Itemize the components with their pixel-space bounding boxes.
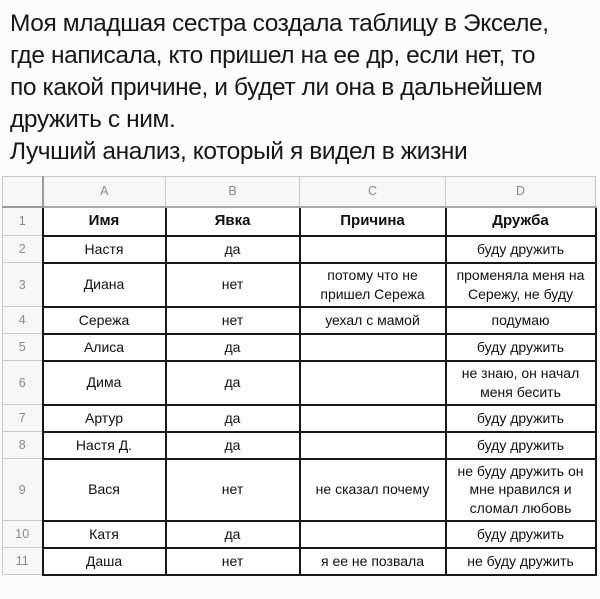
cell-reason[interactable]: не сказал почему bbox=[300, 459, 446, 521]
caption-paragraph-2 bbox=[10, 136, 592, 168]
header-cell-reason[interactable]: Причина bbox=[300, 207, 446, 236]
cell-name[interactable]: Сережа bbox=[43, 307, 166, 334]
spreadsheet-table bbox=[2, 176, 597, 576]
cell-reason[interactable]: я ее не позвала bbox=[300, 548, 446, 575]
column-letters-row bbox=[3, 177, 596, 207]
column-header-c[interactable]: C bbox=[300, 177, 446, 207]
row-number[interactable]: 6 bbox=[3, 361, 43, 405]
column-header-a[interactable]: A bbox=[43, 177, 166, 207]
cell-attendance[interactable]: да bbox=[166, 432, 300, 459]
row-number[interactable]: 3 bbox=[3, 263, 43, 307]
row-number[interactable]: 1 bbox=[3, 207, 43, 236]
cell-friendship[interactable]: не буду дружить bbox=[446, 548, 596, 575]
header-cell-friendship[interactable]: Дружба bbox=[446, 207, 596, 236]
caption-line: по какой причине, и будет ли она в дальнейшем bbox=[10, 74, 543, 101]
cell-attendance[interactable]: да bbox=[166, 361, 300, 405]
cell-reason[interactable] bbox=[300, 432, 446, 459]
row-number[interactable]: 8 bbox=[3, 432, 43, 459]
cell-reason[interactable] bbox=[300, 521, 446, 548]
table-header-row bbox=[3, 207, 596, 236]
cell-name[interactable]: Алиса bbox=[43, 334, 166, 361]
cell-reason[interactable] bbox=[300, 361, 446, 405]
cell-reason[interactable]: уехал с мамой bbox=[300, 307, 446, 334]
column-header-d[interactable]: D bbox=[446, 177, 596, 207]
select-all-corner[interactable] bbox=[3, 177, 43, 207]
meme-caption bbox=[0, 0, 600, 172]
cell-attendance[interactable]: да bbox=[166, 405, 300, 432]
row-number[interactable]: 11 bbox=[3, 548, 43, 575]
cell-friendship[interactable]: буду дружить bbox=[446, 236, 596, 263]
table-row bbox=[3, 236, 596, 263]
row-number[interactable]: 2 bbox=[3, 236, 43, 263]
cell-friendship[interactable]: променяла меня на Сережу, не буду bbox=[446, 263, 596, 307]
caption-line: Моя младшая сестра создала таблицу в Экселе, bbox=[10, 10, 549, 37]
cell-name[interactable]: Диана bbox=[43, 263, 166, 307]
cell-attendance[interactable]: нет bbox=[166, 307, 300, 334]
cell-name[interactable]: Настя Д. bbox=[43, 432, 166, 459]
caption-line: дружить с ним. bbox=[10, 106, 176, 133]
row-number[interactable]: 5 bbox=[3, 334, 43, 361]
cell-reason[interactable] bbox=[300, 334, 446, 361]
cell-attendance[interactable]: нет bbox=[166, 459, 300, 521]
cell-friendship[interactable]: подумаю bbox=[446, 307, 596, 334]
table-row bbox=[3, 459, 596, 521]
row-number[interactable]: 7 bbox=[3, 405, 43, 432]
cell-reason[interactable]: потому что не пришел Сережа bbox=[300, 263, 446, 307]
cell-reason[interactable] bbox=[300, 236, 446, 263]
row-number[interactable]: 4 bbox=[3, 307, 43, 334]
table-row bbox=[3, 334, 596, 361]
cell-friendship[interactable]: буду дружить bbox=[446, 405, 596, 432]
caption-paragraph-1 bbox=[10, 8, 592, 136]
caption-line: Лучший анализ, который я видел в жизни bbox=[10, 138, 468, 165]
row-number[interactable]: 10 bbox=[3, 521, 43, 548]
cell-friendship[interactable]: не буду дружить он мне нравился и сломал любовь bbox=[446, 459, 596, 521]
cell-name[interactable]: Вася bbox=[43, 459, 166, 521]
header-cell-name[interactable]: Имя bbox=[43, 207, 166, 236]
row-number[interactable]: 9 bbox=[3, 459, 43, 521]
cell-name[interactable]: Настя bbox=[43, 236, 166, 263]
table-row bbox=[3, 405, 596, 432]
header-cell-attendance[interactable]: Явка bbox=[166, 207, 300, 236]
table-row bbox=[3, 263, 596, 307]
table-row bbox=[3, 521, 596, 548]
cell-friendship[interactable]: буду дружить bbox=[446, 432, 596, 459]
cell-name[interactable]: Артур bbox=[43, 405, 166, 432]
cell-attendance[interactable]: да bbox=[166, 334, 300, 361]
table-row bbox=[3, 307, 596, 334]
cell-friendship[interactable]: буду дружить bbox=[446, 521, 596, 548]
table-row bbox=[3, 548, 596, 575]
cell-reason[interactable] bbox=[300, 405, 446, 432]
cell-name[interactable]: Даша bbox=[43, 548, 166, 575]
table-row bbox=[3, 361, 596, 405]
cell-attendance[interactable]: да bbox=[166, 236, 300, 263]
cell-attendance[interactable]: нет bbox=[166, 548, 300, 575]
cell-attendance[interactable]: да bbox=[166, 521, 300, 548]
cell-friendship[interactable]: буду дружить bbox=[446, 334, 596, 361]
caption-line: где написала, кто пришел на ее др, если нет, то bbox=[10, 42, 536, 69]
column-header-b[interactable]: B bbox=[166, 177, 300, 207]
cell-attendance[interactable]: нет bbox=[166, 263, 300, 307]
cell-name[interactable]: Дима bbox=[43, 361, 166, 405]
cell-name[interactable]: Катя bbox=[43, 521, 166, 548]
cell-friendship[interactable]: не знаю, он начал меня бесить bbox=[446, 361, 596, 405]
table-row bbox=[3, 432, 596, 459]
